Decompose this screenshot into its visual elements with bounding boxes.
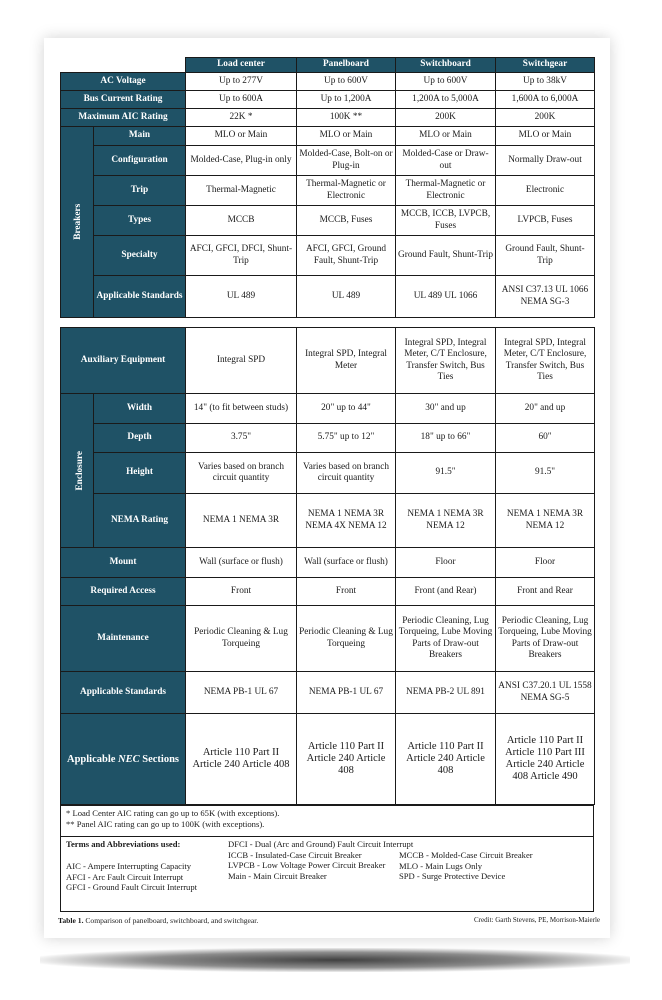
corner-blank (61, 58, 186, 73)
row-label-required-access: Required Access (61, 578, 186, 606)
cell: Varies based on branch circuit quantity (297, 453, 396, 494)
cell: MLO or Main (297, 127, 396, 146)
cell: Thermal-Magnetic or Electronic (297, 176, 396, 206)
cell: Front (297, 578, 396, 606)
cell: NEMA PB-1 UL 67 (297, 672, 396, 714)
photo-credit: Credit: Garth Stevens, PE, Morrison-Maierle (474, 916, 600, 924)
term: MCCB - Molded-Case Circuit Breaker (399, 850, 533, 860)
cell: 1,200A to 5,000A (396, 91, 496, 109)
cell: 20" up to 44" (297, 394, 396, 424)
row-label-nec-sections: Applicable NEC Sections (61, 714, 186, 805)
cell: NEMA 1 NEMA 3R NEMA 12 (396, 494, 496, 548)
notes-box (60, 805, 594, 912)
row-label-height: Height (94, 453, 186, 494)
term: AFCI - Arc Fault Circuit Interrupt (66, 871, 184, 882)
term: SPD - Surge Protective Device (399, 871, 506, 882)
row-label-maintenance: Maintenance (61, 606, 186, 672)
col-header-switchgear: Switchgear (496, 58, 595, 73)
row-label-trip: Trip (94, 176, 186, 206)
cell: Floor (496, 548, 595, 578)
cell: Article 110 Part II Article 240 Article 408 (396, 714, 496, 805)
cell: Periodic Cleaning & Lug Torqueing (297, 606, 396, 672)
term: DFCI - Dual (Arc and Ground) Fault Circuit Interrupt (228, 839, 414, 849)
cell: Ground Fault, Shunt-Trip (396, 236, 496, 276)
cell: Periodic Cleaning, Lug Torqueing, Lube Moving Parts of Draw-out Breakers (396, 606, 496, 672)
cell: Wall (surface or flush) (186, 548, 297, 578)
page-shadow (40, 948, 630, 972)
cell: MCCB (186, 206, 297, 236)
cell: Normally Draw-out (496, 146, 595, 176)
cell: NEMA PB-2 UL 891 (396, 672, 496, 714)
cell: AFCI, GFCI, DFCI, Shunt-Trip (186, 236, 297, 276)
cell: ANSI C37.13 UL 1066 NEMA SG-3 (496, 276, 595, 318)
cell: MLO or Main (496, 127, 595, 146)
cell: ANSI C37.20.1 UL 1558 NEMA SG-5 (496, 672, 595, 714)
cell: Article 110 Part II Article 240 Article 408 (297, 714, 396, 805)
cell: UL 489 (297, 276, 396, 318)
cell: 14" (to fit between studs) (186, 394, 297, 424)
cell: UL 489 UL 1066 (396, 276, 496, 318)
cell: Up to 1,200A (297, 91, 396, 109)
cell: Article 110 Part II Article 240 Article 408 (186, 714, 297, 805)
row-label-types: Types (94, 206, 186, 236)
cell: MLO or Main (396, 127, 496, 146)
cell: Up to 38kV (496, 73, 595, 91)
terms-title: Terms and Abbreviations used: (66, 839, 181, 849)
cell: 91.5" (396, 453, 496, 494)
cell: Integral SPD, Integral Meter, C/T Enclosure, Transfer Switch, Bus Ties (396, 328, 496, 394)
cell: Wall (surface or flush) (297, 548, 396, 578)
cell: Up to 277V (186, 73, 297, 91)
cell: Molded-Case, Bolt-on or Plug-in (297, 146, 396, 176)
footnote: ** Panel AIC rating can go up to 100K (with exceptions). (66, 818, 265, 829)
cell: Front (and Rear) (396, 578, 496, 606)
col-header-load-center: Load center (186, 58, 297, 73)
footnote: * Load Center AIC rating can go up to 65K (with exceptions). (66, 808, 280, 818)
cell: Up to 600V (396, 73, 496, 91)
cell: Integral SPD (186, 328, 297, 394)
row-label-configuration: Configuration (94, 146, 186, 176)
row-label-bus-current: Bus Current Rating (61, 91, 186, 109)
cell: NEMA 1 NEMA 3R NEMA 4X NEMA 12 (297, 494, 396, 548)
cell: Thermal-Magnetic (186, 176, 297, 206)
cell: Integral SPD, Integral Meter, C/T Enclosure, Transfer Switch, Bus Ties (496, 328, 595, 394)
cell: 60" (496, 424, 595, 453)
cell: 100K ** (297, 109, 396, 127)
terms-column-1 (66, 861, 226, 893)
cell: Integral SPD, Integral Meter (297, 328, 396, 394)
row-label-breaker-standards: Applicable Standards (94, 276, 186, 318)
cell: Molded-Case, Plug-in only (186, 146, 297, 176)
row-label-aux-equipment: Auxiliary Equipment (61, 328, 186, 394)
cell: 91.5" (496, 453, 595, 494)
cell: UL 489 (186, 276, 297, 318)
term: LVPCB - Low Voltage Power Circuit Breaker (228, 860, 386, 871)
footnotes (61, 806, 593, 837)
cell: Article 110 Part II Article 110 Part III Article 240 Article 408 Article 490 (496, 714, 595, 805)
cell: Periodic Cleaning, Lug Torqueing, Lube Moving Parts of Draw-out Breakers (496, 606, 595, 672)
term: AIC - Ampere Interrupting Capacity (66, 861, 192, 871)
cell: Varies based on branch circuit quantity (186, 453, 297, 494)
row-label-applicable-standards: Applicable Standards (61, 672, 186, 714)
row-label-ac-voltage: AC Voltage (61, 73, 186, 91)
comparison-table-lower (60, 327, 595, 805)
cell: NEMA 1 NEMA 3R (186, 494, 297, 548)
cell: Ground Fault, Shunt-Trip (496, 236, 595, 276)
cell: 200K (396, 109, 496, 127)
cell: MCCB, ICCB, LVPCB, Fuses (396, 206, 496, 236)
term: MLO - Main Lugs Only (399, 860, 483, 871)
row-label-depth: Depth (94, 424, 186, 453)
term: ICCB - Insulated-Case Circuit Breaker (228, 849, 362, 860)
cell: NEMA PB-1 UL 67 (186, 672, 297, 714)
cell: MCCB, Fuses (297, 206, 396, 236)
cell: 22K * (186, 109, 297, 127)
cell: 1,600A to 6,000A (496, 91, 595, 109)
cell: MLO or Main (186, 127, 297, 146)
cell: Up to 600A (186, 91, 297, 109)
terms-column-3 (399, 850, 589, 882)
group-label-breakers: Breakers (61, 127, 94, 318)
cell: 18" up to 66" (396, 424, 496, 453)
cell: LVPCB, Fuses (496, 206, 595, 236)
row-label-main: Main (94, 127, 186, 146)
term: GFCI - Ground Fault Circuit Interrupt (66, 882, 198, 893)
cell: Molded-Case or Draw-out (396, 146, 496, 176)
row-label-nema-rating: NEMA Rating (94, 494, 186, 548)
term: Main - Main Circuit Breaker (228, 870, 327, 881)
row-label-max-aic: Maximum AIC Rating (61, 109, 186, 127)
cell: Electronic (496, 176, 595, 206)
terms-column-2 (228, 839, 414, 881)
cell: 20" and up (496, 394, 595, 424)
table-caption: Table 1. Comparison of panelboard, switchboard, and switchgear. (58, 916, 259, 925)
cell: Floor (396, 548, 496, 578)
group-label-enclosure: Enclosure (61, 394, 94, 548)
cell: 30" and up (396, 394, 496, 424)
row-label-width: Width (94, 394, 186, 424)
cell: 200K (496, 109, 595, 127)
col-header-switchboard: Switchboard (396, 58, 496, 73)
cell: AFCI, GFCI, Ground Fault, Shunt-Trip (297, 236, 396, 276)
col-header-panelboard: Panelboard (297, 58, 396, 73)
cell: NEMA 1 NEMA 3R NEMA 12 (496, 494, 595, 548)
cell: Thermal-Magnetic or Electronic (396, 176, 496, 206)
comparison-table-upper (60, 57, 595, 318)
cell: Up to 600V (297, 73, 396, 91)
cell: Front and Rear (496, 578, 595, 606)
terms-section (61, 837, 593, 893)
row-label-specialty: Specialty (94, 236, 186, 276)
cell: Periodic Cleaning & Lug Torqueing (186, 606, 297, 672)
row-label-mount: Mount (61, 548, 186, 578)
cell: Front (186, 578, 297, 606)
cell: 3.75" (186, 424, 297, 453)
cell: 5.75" up to 12" (297, 424, 396, 453)
